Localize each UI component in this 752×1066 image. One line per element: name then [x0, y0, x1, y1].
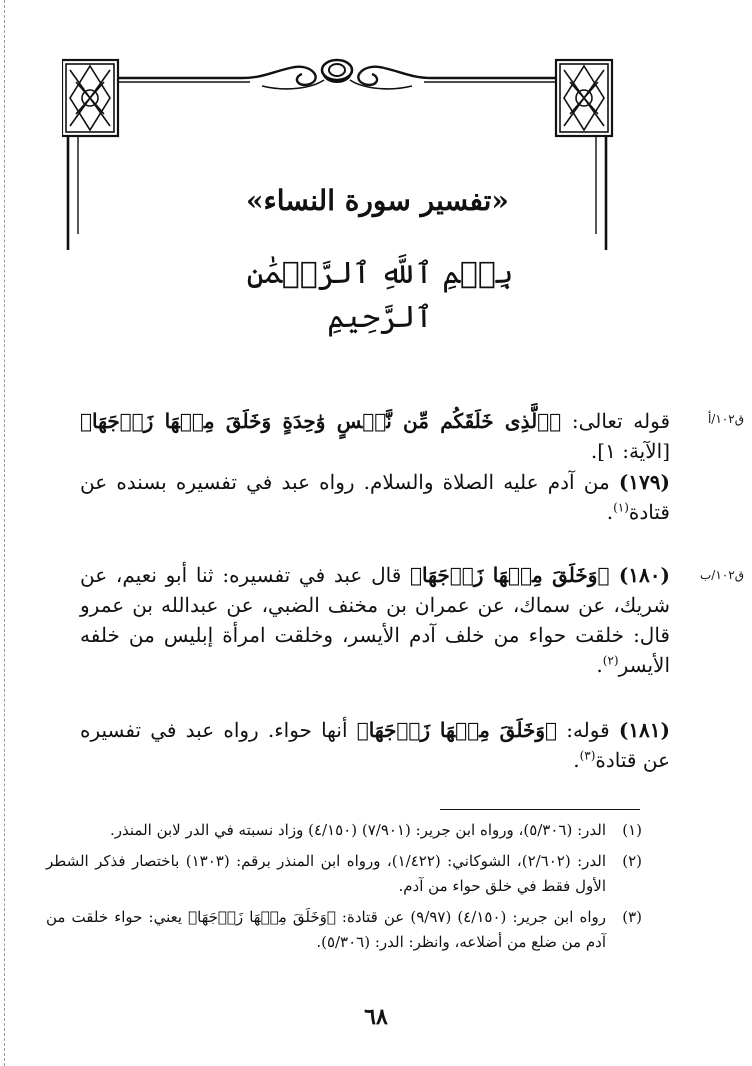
page-number: ٦٨ — [364, 1004, 388, 1030]
entry-end: . — [573, 748, 580, 772]
entry-179 — [80, 467, 670, 527]
footnote-ref: (٢) — [602, 653, 619, 668]
basmala: بِسۡمِ ٱللَّهِ ٱلرَّحۡمَٰنِ ٱلرَّحِيمِ — [246, 256, 514, 335]
quran-verse: ﴿وَخَلَقَ مِنۡهَا زَوۡجَهَا﴾ — [356, 718, 558, 742]
footnote-text: الدر: (٥/٣٠٦)، ورواه ابن جرير: (٧/٩٠١) (٤/١٥٠) وزاد نسبته في الدر لابن المنذر. — [109, 821, 606, 839]
footnote-text: رواه ابن جرير: (٤/١٥٠) (٩/٩٧) عن قتادة: ﴿وَخَلَقَ مِنۡهَا زَوۡجَهَا﴾ يعني: حواء خلقت من آدم من ضلع من أضلاعه، وانظر: الدر: (٥/٣٠٦). — [46, 908, 606, 951]
entry-end: . — [606, 500, 614, 524]
entry-prefix: قوله: — [557, 718, 619, 742]
verse-intro — [80, 406, 670, 466]
footnotes — [46, 818, 642, 955]
entry-181 — [80, 715, 670, 775]
entry-end: . — [596, 653, 603, 677]
margin-ref-102b: ق١٠٢/ب — [700, 568, 744, 582]
entry-180 — [80, 560, 670, 680]
verse-intro-suffix: [الآية: ١]. — [590, 439, 670, 463]
entry-number: (١٨٠) — [618, 563, 670, 587]
footnote-2 — [46, 849, 642, 899]
quran-verse: ﴿ٱلَّذِى خَلَقَكُم مِّن نَّفۡسٍ وَٰحِدَةٍ وَخَلَقَ مِنۡهَا زَوۡجَهَا﴾ — [80, 409, 562, 433]
footnote-3 — [46, 905, 642, 955]
verse-intro-prefix: قوله تعالى: — [561, 409, 671, 433]
scan-edge-artifact — [4, 0, 6, 1066]
footnote-number: (١) — [622, 821, 642, 839]
footnote-number: (٣) — [622, 908, 642, 926]
footnote-divider — [440, 809, 640, 810]
surah-title: «تفسير سورة النساء» — [246, 184, 509, 217]
entry-number: (١٧٩) — [618, 470, 670, 494]
entry-text: قال عبد في تفسيره: ثنا أبو نعيم، عن شريك، عن سماك، عن عمران بن مخنف الضبي، عن عبدالله بن عمرو قال: خلقت حواء من خلف آدم الأيسر، وخلقت امرأة إبليس من خلفه الأيسر — [80, 563, 670, 677]
footnote-1 — [46, 818, 642, 843]
entry-text: أنها حواء. رواه عبد في تفسيره عن قتادة — [80, 718, 670, 772]
margin-ref-102a: ق١٠٢/أ — [707, 412, 744, 426]
footnote-text: الدر: (٢/٦٠٢)، الشوكاني: (١/٤٢٢)، ورواه ابن المنذر برقم: (١٣٠٣) باختصار فذكر الشطر الأول فقط في خلق حواء من آدم. — [46, 852, 607, 895]
footnote-number: (٢) — [622, 852, 642, 870]
footnote-ref: (١) — [613, 500, 629, 515]
header-ornament — [62, 58, 712, 268]
quran-verse: ﴿وَخَلَقَ مِنۡهَا زَوۡجَهَا﴾ — [410, 563, 619, 587]
entry-number: (١٨١) — [618, 718, 671, 742]
footnote-ref: (٣) — [579, 748, 596, 763]
entry-text: من آدم عليه الصلاة والسلام. رواه عبد في تفسيره بسنده عن قتادة — [80, 470, 670, 524]
